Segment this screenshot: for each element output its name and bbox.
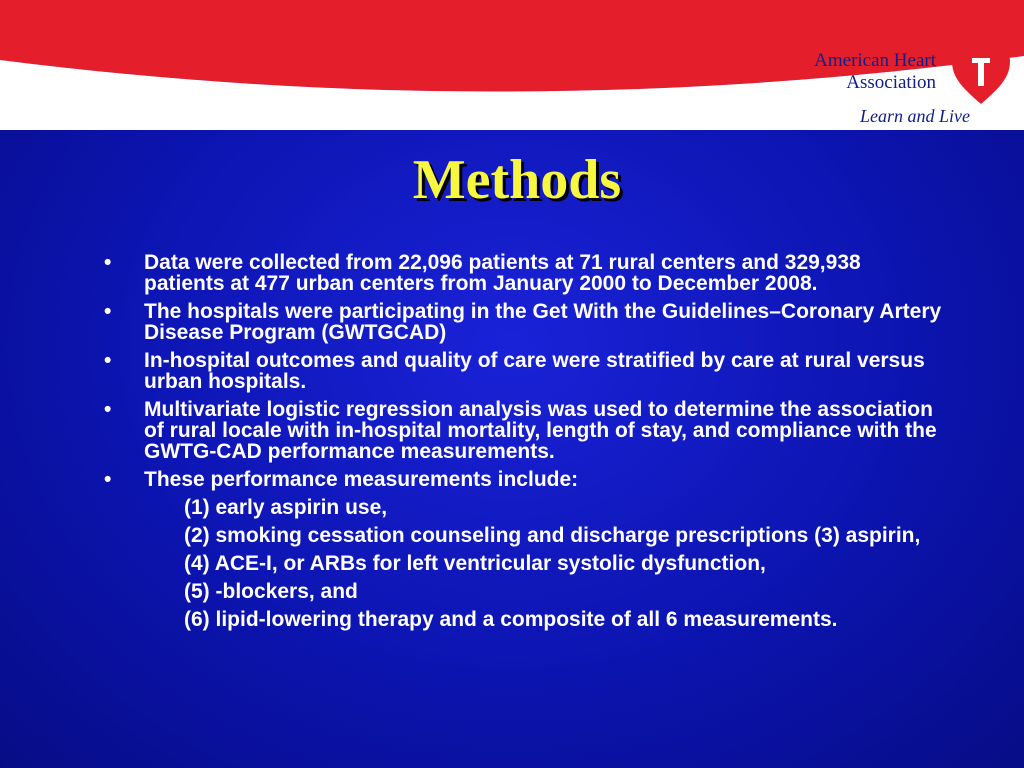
- slide-body: [104, 252, 944, 637]
- bullet-text: The hospitals were participating in the Get With the Guidelines–Coronary Artery Disease Program (GWTGCAD): [144, 300, 942, 344]
- bullet-text: Multivariate logistic regression analysis was used to determine the association of rural locale with in-hospital mortality, length of stay, and compliance with the GWTG-CAD performance measurements.: [144, 398, 937, 463]
- heart-torch-icon: [950, 36, 1012, 108]
- logo-name-line2: Association: [846, 72, 936, 93]
- bullet-text: These performance measurements include:: [144, 468, 579, 491]
- bullet-item: [104, 252, 944, 294]
- sub-item: (4) ACE-I, or ARBs for left ventricular systolic dysfunction,: [184, 552, 766, 575]
- bullet-icon: •: [104, 398, 112, 421]
- sub-item: (6) lipid-lowering therapy and a composite of all 6 measurements.: [184, 608, 838, 631]
- sub-item: (1) early aspirin use,: [184, 496, 388, 519]
- bullet-text: Data were collected from 22,096 patients at 71 rural centers and 329,938 patients at 477 urban centers from January 2000 to December 2008.: [144, 251, 861, 295]
- sub-item: (5) -blockers, and: [184, 580, 358, 603]
- bullet-icon: •: [104, 300, 112, 323]
- bullet-text: In-hospital outcomes and quality of care were stratified by care at rural versus urban hospitals.: [144, 349, 925, 393]
- slide-title: Methods: [412, 149, 622, 211]
- bullet-icon: •: [104, 251, 112, 274]
- bullet-icon: •: [104, 349, 112, 372]
- bullet-icon: •: [104, 468, 112, 491]
- sub-item: (2) smoking cessation counseling and discharge prescriptions (3) aspirin,: [184, 524, 921, 547]
- bullet-item: [104, 350, 944, 392]
- logo-tagline: Learn and Live: [860, 106, 970, 126]
- bullet-item: [104, 399, 944, 462]
- aha-logo: [780, 30, 1020, 140]
- logo-name-line1: American Heart: [814, 50, 936, 71]
- bullet-item: [104, 301, 944, 343]
- bullet-item: [104, 469, 944, 630]
